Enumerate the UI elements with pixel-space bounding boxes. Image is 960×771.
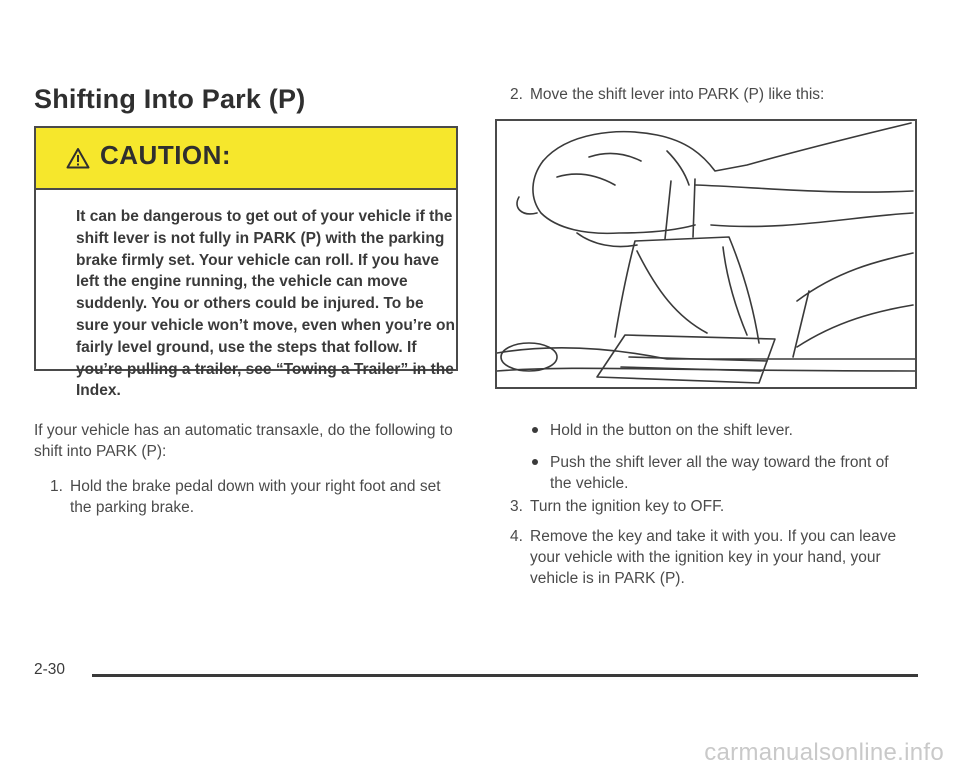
warning-triangle-icon [66, 145, 90, 167]
caution-text: It can be dangerous to get out of your vehicle if the shift lever is not fully in PARK (P) with the parking brake firmly set. Your vehicle can roll. If you have left the engine running, the vehicle can move suddenly. You or others could be injured. To be sure your vehicle won’t move, even when you’re on fairly level ground, use the steps that follow. If you’re pulling a trailer, see “Towing a Trailer” in the Index. [76, 208, 455, 400]
caution-box [34, 126, 458, 400]
step-4 [510, 526, 920, 589]
intro-paragraph: If your vehicle has an automatic transaxle, do the following to shift into PARK (P): [34, 422, 453, 460]
page-number: 2-30 [34, 661, 66, 678]
watermark: carmanualsonline.info [704, 739, 944, 766]
bullet-text: Hold in the button on the shift lever. [550, 422, 793, 439]
bullet-item-2 [532, 452, 912, 494]
step-text: Turn the ignition key to OFF. [530, 498, 725, 515]
bullet-dot [532, 459, 538, 465]
bullet-text: Push the shift lever all the way toward the front of the vehicle. [550, 454, 889, 492]
step-text: Hold the brake pedal down with your right foot and set the parking brake. [70, 478, 441, 516]
step-2 [510, 84, 930, 105]
step-3 [510, 496, 930, 517]
page-title: Shifting Into Park (P) [34, 84, 306, 114]
caution-banner [36, 128, 456, 190]
bullet-dot [532, 427, 538, 433]
step-text: Remove the key and take it with you. If you can leave your vehicle with the ignition key in your hand, your vehicle is in PARK (P). [530, 528, 897, 587]
step-number: 4. [510, 528, 523, 545]
step-text: Move the shift lever into PARK (P) like this: [530, 86, 825, 103]
step-number: 1. [50, 478, 63, 495]
step-1 [50, 476, 460, 518]
bullet-item-1 [532, 420, 922, 441]
shift-lever-illustration [495, 119, 917, 389]
caution-heading [66, 140, 231, 171]
footer-rule [92, 674, 918, 677]
caution-heading-text: CAUTION: [100, 140, 232, 170]
step-number: 3. [510, 498, 523, 515]
step-number: 2. [510, 86, 523, 103]
